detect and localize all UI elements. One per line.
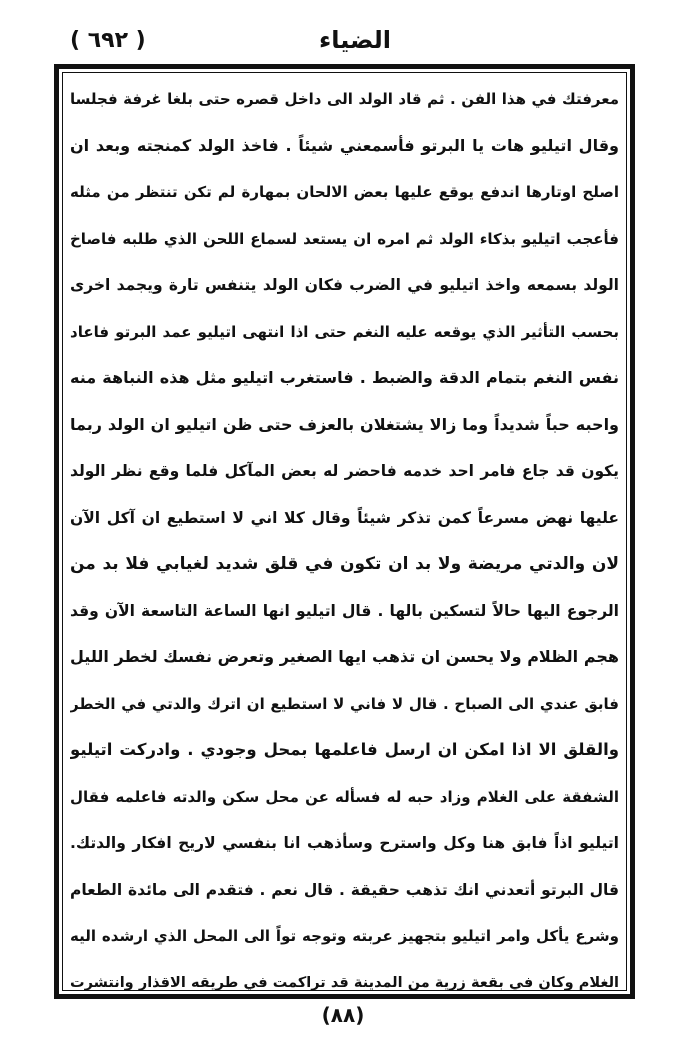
text-line: واحبه حباً شديداً وما زالا يشتغلان بالعزف حتى ظن اتيليو ان الولد ربما xyxy=(70,414,619,434)
text-line: وشرع يأكل وامر اتيليو بتجهيز عربته وتوجه تواً الى المحل الذي ارشده اليه xyxy=(70,927,619,945)
article-body xyxy=(66,76,623,991)
text-line: اتيليو اذاً فابق هنا وكل واسترح وسأذهب انا بنفسي لاريح افكار والدتك. xyxy=(70,834,619,852)
text-line: فابق عندي الى الصباح . قال لا فاني لا استطيع ان اترك والدتي في الخطر xyxy=(70,694,619,713)
text-line: عليها نهض مسرعاً كمن تذكر شيئاً وقال كلا اني لا استطيع ان آكل الآن xyxy=(70,508,619,527)
running-header xyxy=(0,0,686,62)
text-line: اصلح اوتارها اندفع يوقع عليها بعض الالحان بمهارة لم تكن تنتظر من مثله xyxy=(70,183,619,201)
text-line: يكون قد جاع فامر احد خدمه فاحضر له بعض المآكل فلما وقع نظر الولد xyxy=(70,462,619,480)
text-line: قال البرتو أتعدني انك تذهب حقيقة . قال نعم . فتقدم الى مائدة الطعام xyxy=(70,880,619,899)
folio-number: (٨٨) xyxy=(321,1003,365,1027)
text-line: الشفقة على الغلام وزاد حبه له فسأله عن محل سكن والدته فاعلمه فقال xyxy=(70,787,619,806)
text-line: الولد بسمعه واخذ اتيليو في الضرب فكان الولد يتنفس تارة ويجمد اخرى xyxy=(70,276,619,294)
text-line: لان والدتي مريضة ولا بد ان تكون في قلق شديد لغيابي فلا بد من xyxy=(70,554,619,574)
text-line: معرفتك في هذا الفن . ثم قاد الولد الى داخل قصره حتى بلغا غرفة فجلسا xyxy=(70,90,619,108)
text-line: بحسب التأثير الذي يوقعه عليه النغم حتى اذا انتهى اتيليو عمد البرتو فاعاد xyxy=(70,322,619,341)
text-line: نفس النغم بتمام الدقة والضبط . فاستغرب اتيليو مثل هذه النباهة منه xyxy=(70,368,619,387)
journal-title: الضياء xyxy=(319,26,391,54)
text-line: وقال اتيليو هات يا البرتو فأسمعني شيئاً . فاخذ الولد كمنجته وبعد ان xyxy=(70,135,619,155)
text-line: والقلق الا اذا امكن ان ارسل فاعلمها بمحل وجودي . وادركت اتيليو xyxy=(70,740,619,759)
page-number: ( ٦٩٢ ) xyxy=(70,28,146,53)
text-line: فأعجب اتيليو بذكاء الولد ثم امره ان يستعد لسماع اللحن الذي طلبه فاصاخ xyxy=(70,229,619,248)
text-line: الرجوع اليها حالاً لتسكين بالها . قال اتيليو انها الساعة التاسعة الآن وقد xyxy=(70,601,619,620)
text-line: هجم الظلام ولا يحسن ان تذهب ايها الصغير وتعرض نفسك لخطر الليل xyxy=(70,647,619,666)
text-line: الغلام وكان في بقعة زرية من المدينة قد تراكمت في طريقه الاقذار وانتشرت xyxy=(70,974,619,991)
